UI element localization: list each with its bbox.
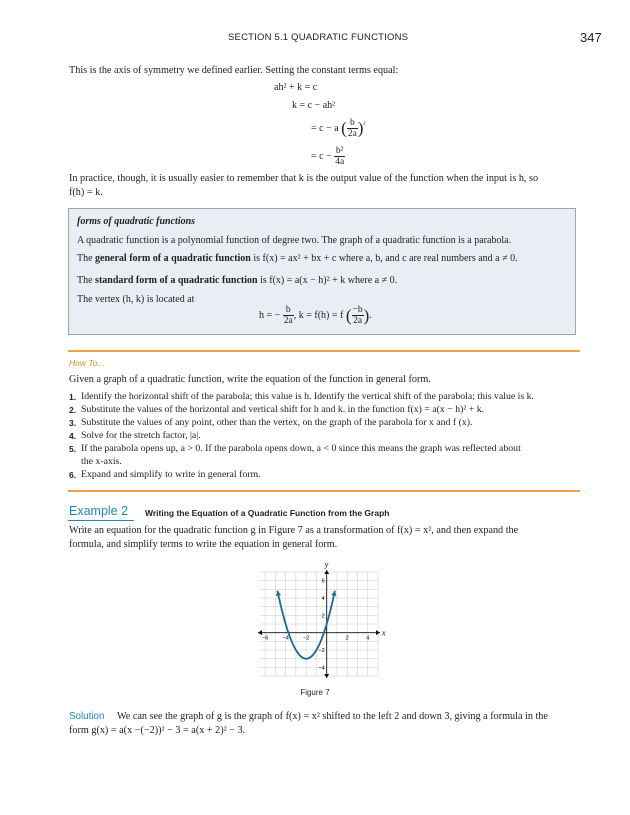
standard-form-term: standard form of a quadratic function (95, 275, 258, 286)
box-line-1: A quadratic function is a polynomial function of degree two. The graph of a quadratic function is a parabola. (77, 235, 512, 246)
box-standard-form (77, 274, 397, 287)
y-tick-label: 2 (321, 613, 325, 620)
x-axis-arrow-left (258, 630, 262, 635)
howto-steps (69, 391, 589, 482)
figure-caption: Figure 7 (300, 688, 330, 697)
derivation-line-4 (311, 146, 345, 167)
howto-bottom-rule (68, 490, 580, 492)
vertex-eq-a: h = − (259, 309, 281, 321)
derivation-4-den: 4a (335, 157, 345, 167)
example-prompt-2: formula, and simplify terms to write the equation in general form. (69, 539, 338, 550)
step-number: 6. (69, 470, 77, 480)
y-tick-label: −4 (318, 665, 325, 672)
step-number: 5. (69, 444, 77, 454)
solution-line-1: We can see the graph of g is the graph of f(x) = x² shifted to the left 2 and down 3, giving a formula in the (117, 711, 548, 722)
howto-step (69, 469, 589, 481)
howto-step (69, 430, 589, 442)
step-text: Identify the horizontal shift of the parabola; this value is h. Identify the vertical shift of the parabola; this value is k. (81, 391, 534, 402)
howto-top-rule (68, 350, 580, 352)
derivation-3-den: 2a (347, 129, 357, 139)
derivation-line-3: = c − a ( $\frac{b}{2a}$ )$^{^2}$ (311, 118, 366, 139)
step-text: Solve for the stretch factor, |a|. (81, 430, 201, 441)
box-title: forms of quadratic functions (77, 216, 196, 227)
example-title: Writing the Equation of a Quadratic Function from the Graph (145, 508, 390, 518)
y-tick-label: −2 (318, 648, 325, 654)
step-number (69, 456, 81, 468)
example-label: Example 2 (69, 504, 129, 518)
box-vertex-text: The vertex (h, k) is located at (77, 294, 195, 305)
section-title: SECTION 5.1 QUADRATIC FUNCTIONS (228, 32, 409, 43)
step-number: 1. (69, 392, 77, 402)
standard-pre: The (77, 275, 96, 286)
vertex-num-2: −b (352, 305, 363, 315)
step-number: 2. (69, 405, 77, 415)
graph-tick-labels (262, 560, 386, 671)
y-tick-label: 6 (321, 578, 325, 585)
howto-step (69, 404, 589, 416)
derivation-4-num: b² (335, 146, 344, 156)
x-tick-label: −4 (282, 635, 289, 642)
page-number: 347 (580, 30, 602, 45)
vertex-den-2: 2a (353, 316, 363, 326)
x-tick-label: −2 (303, 635, 310, 642)
derivation-line-2: k = c − ah² (292, 100, 336, 111)
howto-label: How To... (69, 358, 105, 368)
general-post: is f(x) = ax² + bx + c where a, b, and c are real numbers and a ≠ 0. (250, 253, 518, 264)
step-text: Substitute the values of the horizontal and vertical shift for h and k. in the function f(x) = a(x − h)² + k. (81, 404, 485, 415)
vertex-eq-b: , k = f(h) = f (293, 309, 344, 321)
derivation-3-num: b (347, 118, 358, 129)
practice-line-2: f(h) = k. (69, 187, 103, 198)
intro-paragraph: This is the axis of symmetry we defined earlier. Setting the constant terms equal: (69, 65, 399, 76)
howto-step (69, 443, 589, 455)
general-form-term: general form of a quadratic function (95, 253, 251, 264)
y-axis-label: y (324, 560, 329, 569)
derivation-4-pre: = c − (311, 150, 332, 162)
practice-line-1: In practice, though, it is usually easier to remember that k is the output value of the function when the input is h, so (69, 173, 539, 184)
standard-post: is f(x) = a(x − h)² + k where a ≠ 0. (257, 275, 398, 286)
vertex-den-1: 2a (283, 316, 293, 326)
step-number: 4. (69, 431, 77, 441)
step-number: 3. (69, 418, 77, 428)
howto-step (69, 417, 589, 429)
derivation-3-pre: = c − a (311, 122, 339, 134)
solution-line-2: form g(x) = a(x −(−2))² − 3 = a(x + 2)² − 3. (69, 725, 246, 736)
definition-box (68, 208, 576, 335)
general-pre: The (77, 253, 96, 264)
step-text: Substitute the values of any point, other than the vertex, on the graph of the parabola for x and f (x). (81, 417, 473, 428)
example-underline (68, 520, 134, 521)
x-tick-label: 2 (345, 635, 349, 642)
vertex-eq-c: . (369, 309, 372, 321)
box-general-form (77, 252, 518, 265)
x-axis-label: x (382, 628, 386, 638)
x-tick-label: 4 (366, 635, 370, 642)
graph-grid (260, 572, 378, 676)
step-text: If the parabola opens up, a > 0. If the parabola opens down, a < 0 since this means the graph was reflected about (81, 443, 521, 454)
figure-7-graph (250, 558, 390, 683)
step-text: Expand and simplify to write in general form. (81, 469, 261, 480)
derivation-line-1: ah² + k = c (274, 82, 318, 93)
solution-label: Solution (69, 711, 105, 722)
x-tick-label: −6 (261, 635, 269, 642)
howto-step (69, 456, 589, 468)
howto-step (69, 391, 589, 403)
howto-intro: Given a graph of a quadratic function, write the equation of the function in general form. (69, 374, 431, 385)
derivation-3-exp: ² (363, 120, 366, 129)
box-vertex-equation: h = − $\frac{b}{2a}$ , k = f(h) = f ( $\frac{-b}{2a}$ ). (259, 305, 372, 326)
example-prompt-1: Write an equation for the quadratic function g in Figure 7 as a transformation of f(x) = x², and then expand the (69, 525, 519, 536)
vertex-num-1: b (283, 305, 294, 316)
page-header (0, 30, 630, 46)
y-tick-label: 4 (321, 596, 325, 602)
step-text: the x-axis. (81, 456, 122, 467)
